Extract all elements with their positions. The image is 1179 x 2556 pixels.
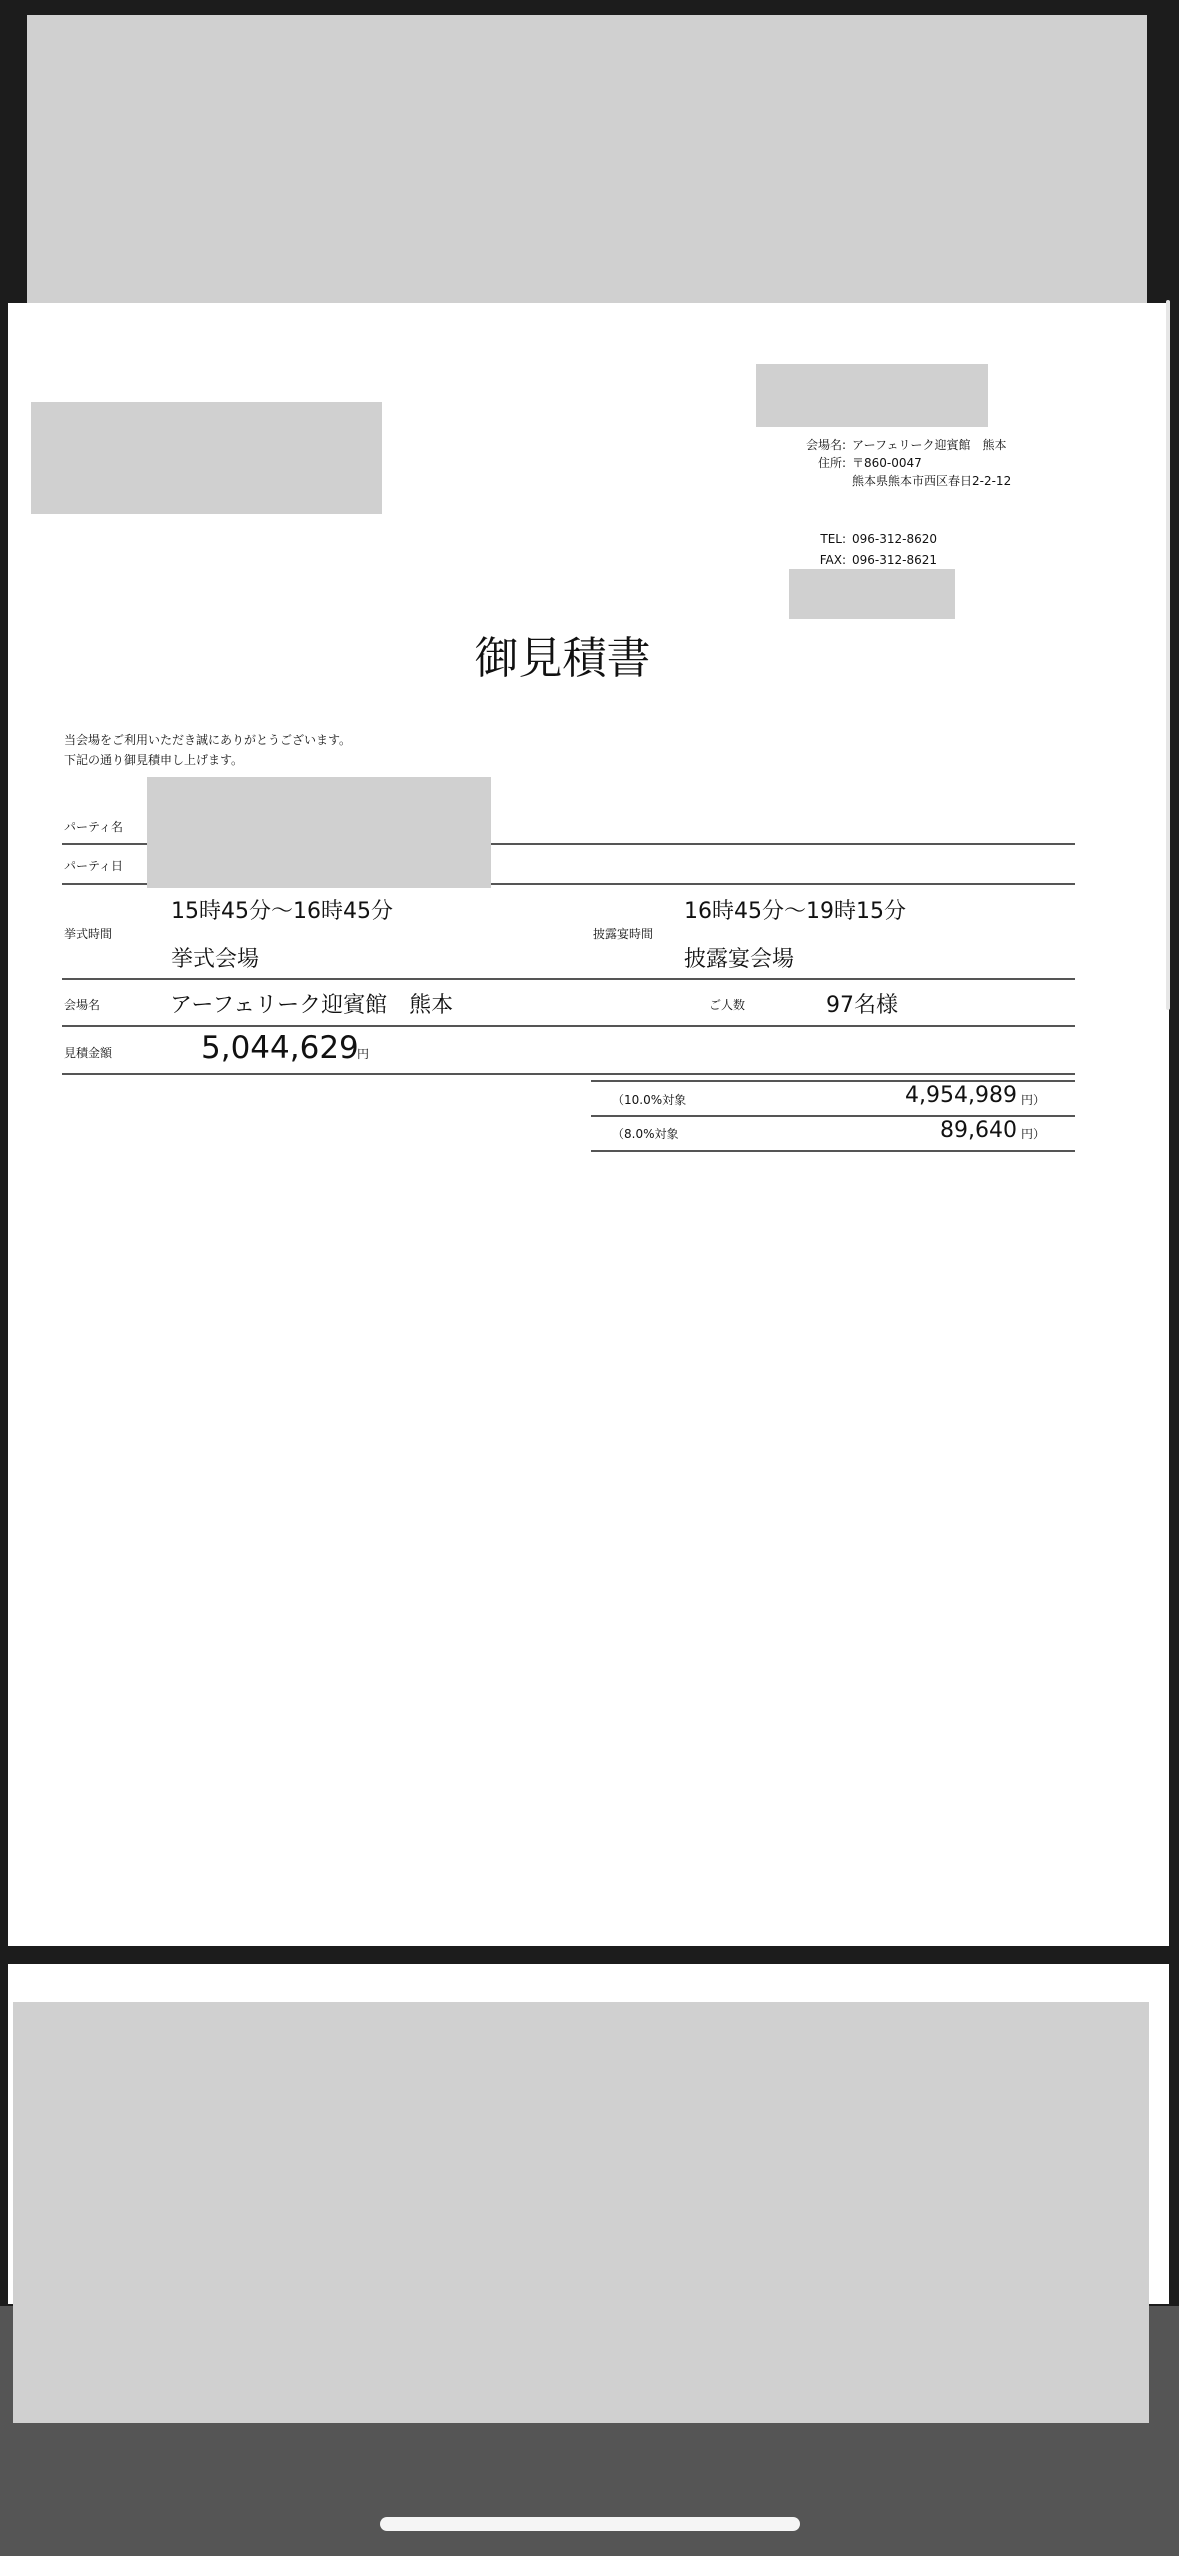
tel-value: 096-312-8620 [852, 532, 938, 546]
venue-name-label: 会場名: [805, 438, 846, 452]
tax-8-amount: 89,640 [940, 1118, 1017, 1143]
party-name-label: パーティ名 [64, 820, 124, 834]
estimate-amount: 5,044,629 [201, 1030, 359, 1066]
row-divider [62, 1025, 1075, 1027]
page-title: 御見積書 [474, 633, 651, 684]
home-indicator[interactable] [380, 2517, 800, 2531]
tax-10-label: （10.0%対象 [612, 1093, 687, 1107]
redacted-company-logo [756, 364, 988, 427]
redacted-page-2-content [13, 2002, 1149, 2423]
ceremony-time-value: 15時45分〜16時45分 [171, 899, 393, 924]
tax-10-unit: 円） [1021, 1093, 1046, 1107]
redacted-logo [31, 402, 382, 514]
address-label: 住所: [817, 456, 846, 470]
tax-8-unit: 円） [1021, 1127, 1046, 1141]
tax-8-label: （8.0%対象 [612, 1127, 679, 1141]
tax-divider [591, 1150, 1075, 1152]
fax-label: FAX: [819, 553, 846, 567]
venue-label: 会場名 [64, 998, 101, 1012]
estimate-yen: 円 [357, 1047, 370, 1061]
tax-divider [591, 1080, 1075, 1082]
redacted-seal [789, 569, 955, 619]
guests-label: ご人数 [709, 998, 746, 1012]
ceremony-venue-value: 挙式会場 [171, 947, 260, 972]
tel-label: TEL: [820, 532, 846, 546]
fax-value: 096-312-8621 [852, 553, 938, 567]
redacted-party-info [147, 777, 491, 888]
reception-venue-value: 披露宴会場 [684, 947, 795, 972]
tax-divider [591, 1115, 1075, 1117]
greeting-line-2: 下記の通り御見積申し上げます。 [64, 753, 244, 767]
row-divider [62, 1073, 1075, 1075]
postal-code: 〒860-0047 [852, 456, 922, 470]
estimate-label: 見積金額 [64, 1046, 113, 1060]
scrollbar[interactable] [1166, 300, 1170, 1010]
venue-value: アーフェリーク迎賓館 熊本 [170, 993, 454, 1018]
row-divider [62, 978, 1075, 980]
reception-time-label: 披露宴時間 [593, 927, 654, 941]
guests-value: 97名様 [826, 993, 898, 1018]
ceremony-time-label: 挙式時間 [64, 927, 113, 941]
reception-time-value: 16時45分〜19時15分 [684, 899, 906, 924]
address-value: 熊本県熊本市西区春日2-2-12 [852, 474, 1012, 488]
greeting-line-1: 当会場をご利用いただき誠にありがとうございます。 [64, 733, 352, 747]
redacted-header-image [27, 15, 1147, 316]
venue-name-value: アーフェリーク迎賓館 熊本 [852, 438, 1007, 452]
tax-10-amount: 4,954,989 [905, 1083, 1017, 1108]
party-date-label: パーティ日 [64, 859, 124, 873]
